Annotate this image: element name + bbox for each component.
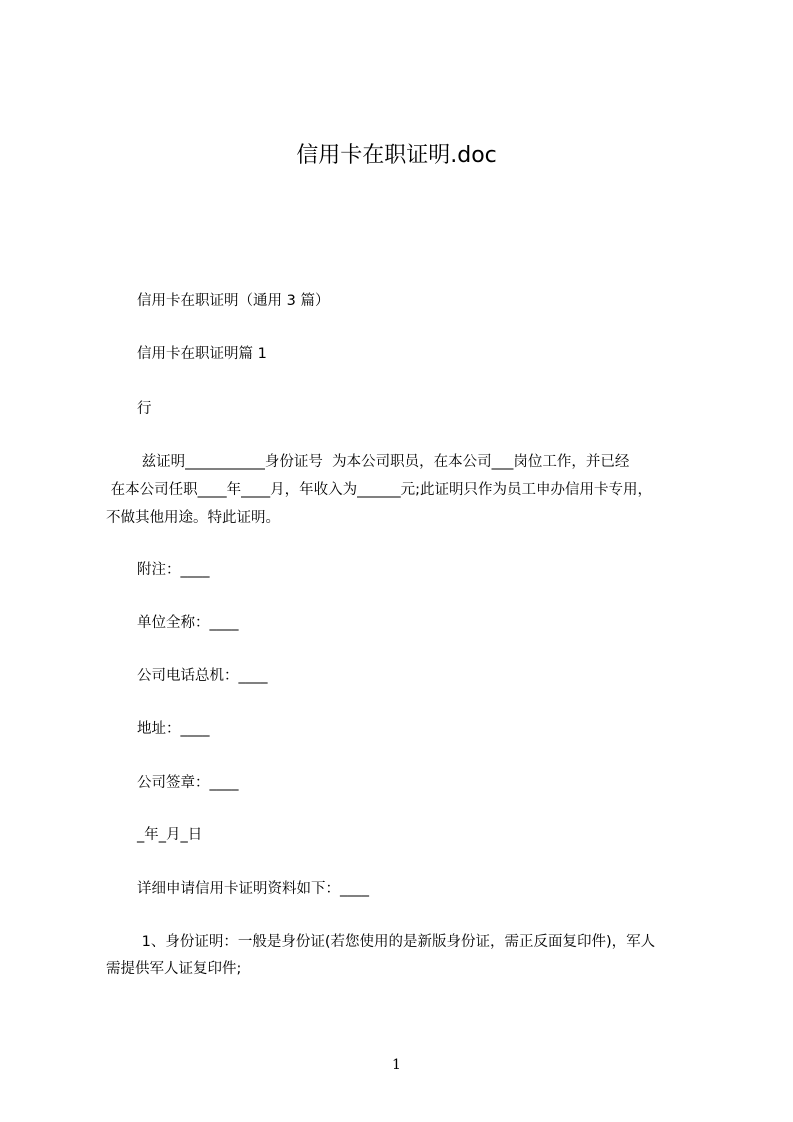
paragraph-bank-line: 行	[137, 401, 152, 417]
materials-item-1-line-1: 1、身份证明：一般是身份证(若您使用的是新版身份证，需正反面复印件)，军人	[137, 934, 656, 950]
field-company-phone: 公司电话总机：____	[137, 668, 268, 684]
paragraph-certify-line-2: 在本公司任职____年____月，年收入为______元;此证明只作为员工申办信用卡专用，	[106, 482, 652, 498]
field-address: 地址：____	[137, 721, 210, 737]
field-company-seal: 公司签章：____	[137, 775, 239, 791]
paragraph-certify-line-1: 兹证明___________身份证号 为本公司职员，在本公司___岗位工作，并已经	[137, 454, 630, 470]
page-number: 1	[392, 1057, 401, 1073]
paragraph-certify-line-3: 不做其他用途。特此证明。	[106, 510, 280, 526]
field-date: _年_月_日	[137, 827, 203, 843]
materials-item-1-line-2: 需提供军人证复印件;	[106, 961, 242, 977]
document-title: 信用卡在职证明.doc	[296, 143, 497, 168]
field-note: 附注：____	[137, 562, 210, 578]
materials-heading: 详细申请信用卡证明资料如下：____	[137, 881, 369, 897]
subsection-heading: 信用卡在职证明篇 1	[137, 346, 267, 362]
field-company-name: 单位全称：____	[137, 615, 239, 631]
section-heading: 信用卡在职证明（通用 3 篇）	[137, 293, 330, 309]
